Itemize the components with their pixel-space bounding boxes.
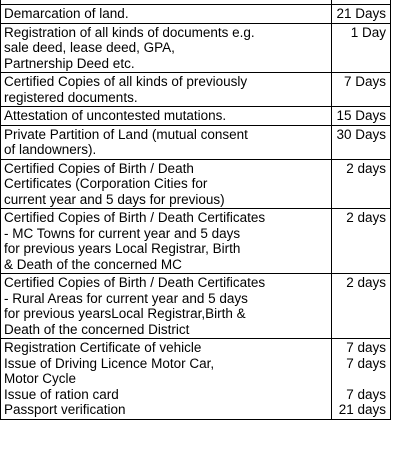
duration-cell <box>332 23 391 73</box>
service-text: of landowners). <box>4 142 97 157</box>
table-row <box>1 339 391 420</box>
service-text: for previous yearsLocal Registrar,Birth & <box>4 306 246 321</box>
service-text: Certified Copies of Birth / Death Certificates <box>4 275 266 290</box>
service-text: Private Partition of Land (mutual consent <box>4 126 248 142</box>
duration-text: 7 days <box>346 386 386 402</box>
service-text: Demarcation of land. <box>4 6 129 21</box>
duration-cell <box>332 159 391 209</box>
duration-cell <box>332 339 391 420</box>
duration-text: 7 days <box>346 355 386 371</box>
service-text: Certified Copies of all kinds of previously <box>4 74 248 89</box>
duration-text: 15 Days <box>336 108 386 123</box>
service-text: sale deed, lease deed, GPA, <box>4 40 175 55</box>
service-text: registered documents. <box>4 89 138 105</box>
service-text: Registration of all kinds of documents e.g. <box>4 24 255 40</box>
service-cell <box>1 5 332 24</box>
table-row <box>1 107 391 126</box>
service-cell <box>1 23 332 73</box>
duration-text: 2 days <box>346 160 386 176</box>
service-text: current year and 5 days for previous) <box>4 191 225 207</box>
table-row <box>1 274 391 339</box>
table-row <box>1 73 391 107</box>
duration-text: 7 Days <box>343 74 386 89</box>
service-text: for previous years Local Registrar, Birth <box>4 241 241 256</box>
duration-text: 2 days <box>346 275 386 290</box>
service-text: & Death of the concerned MC <box>4 256 182 272</box>
duration-cell <box>332 73 391 107</box>
service-text: Death of the concerned District <box>4 321 190 337</box>
duration-cell <box>332 5 391 24</box>
table-row <box>1 159 391 209</box>
duration-cell <box>332 107 391 126</box>
service-text: Issue of Driving Licence Motor Car, <box>4 355 215 371</box>
service-cell <box>1 125 332 159</box>
table-row <box>1 23 391 73</box>
service-cell <box>1 159 332 209</box>
service-text: - MC Towns for current year and 5 days <box>4 225 241 241</box>
table-row <box>1 5 391 24</box>
duration-text: 21 Days <box>336 6 386 21</box>
service-cell <box>1 73 332 107</box>
duration-cell <box>332 125 391 159</box>
service-text: Attestation of uncontested mutations. <box>4 108 227 123</box>
service-cell <box>1 107 332 126</box>
service-text: Passport verification <box>4 402 126 417</box>
service-cell <box>1 274 332 339</box>
duration-text: 1 Day <box>350 24 386 40</box>
duration-text: 21 days <box>338 402 386 417</box>
duration-cell <box>332 274 391 339</box>
service-text: Partnership Deed etc. <box>4 55 135 71</box>
service-text: Certified Copies of Birth / Death Certificates <box>4 210 266 225</box>
duration-text: 7 days <box>346 340 386 355</box>
service-text: Certified Copies of Birth / Death <box>4 160 194 176</box>
service-text: Registration Certificate of vehicle <box>4 340 202 355</box>
service-text: - Rural Areas for current year and 5 days <box>4 290 248 306</box>
service-text: Motor Cycle <box>4 371 77 386</box>
table-row <box>1 209 391 274</box>
service-text: Certificates (Corporation Cities for <box>4 176 208 191</box>
duration-text: 2 days <box>346 210 386 225</box>
service-cell <box>1 209 332 274</box>
service-text: Issue of ration card <box>4 386 119 402</box>
duration-cell <box>332 209 391 274</box>
table-row <box>1 125 391 159</box>
duration-text: 30 Days <box>336 126 386 142</box>
service-cell <box>1 339 332 420</box>
duration-spacer <box>335 371 386 387</box>
